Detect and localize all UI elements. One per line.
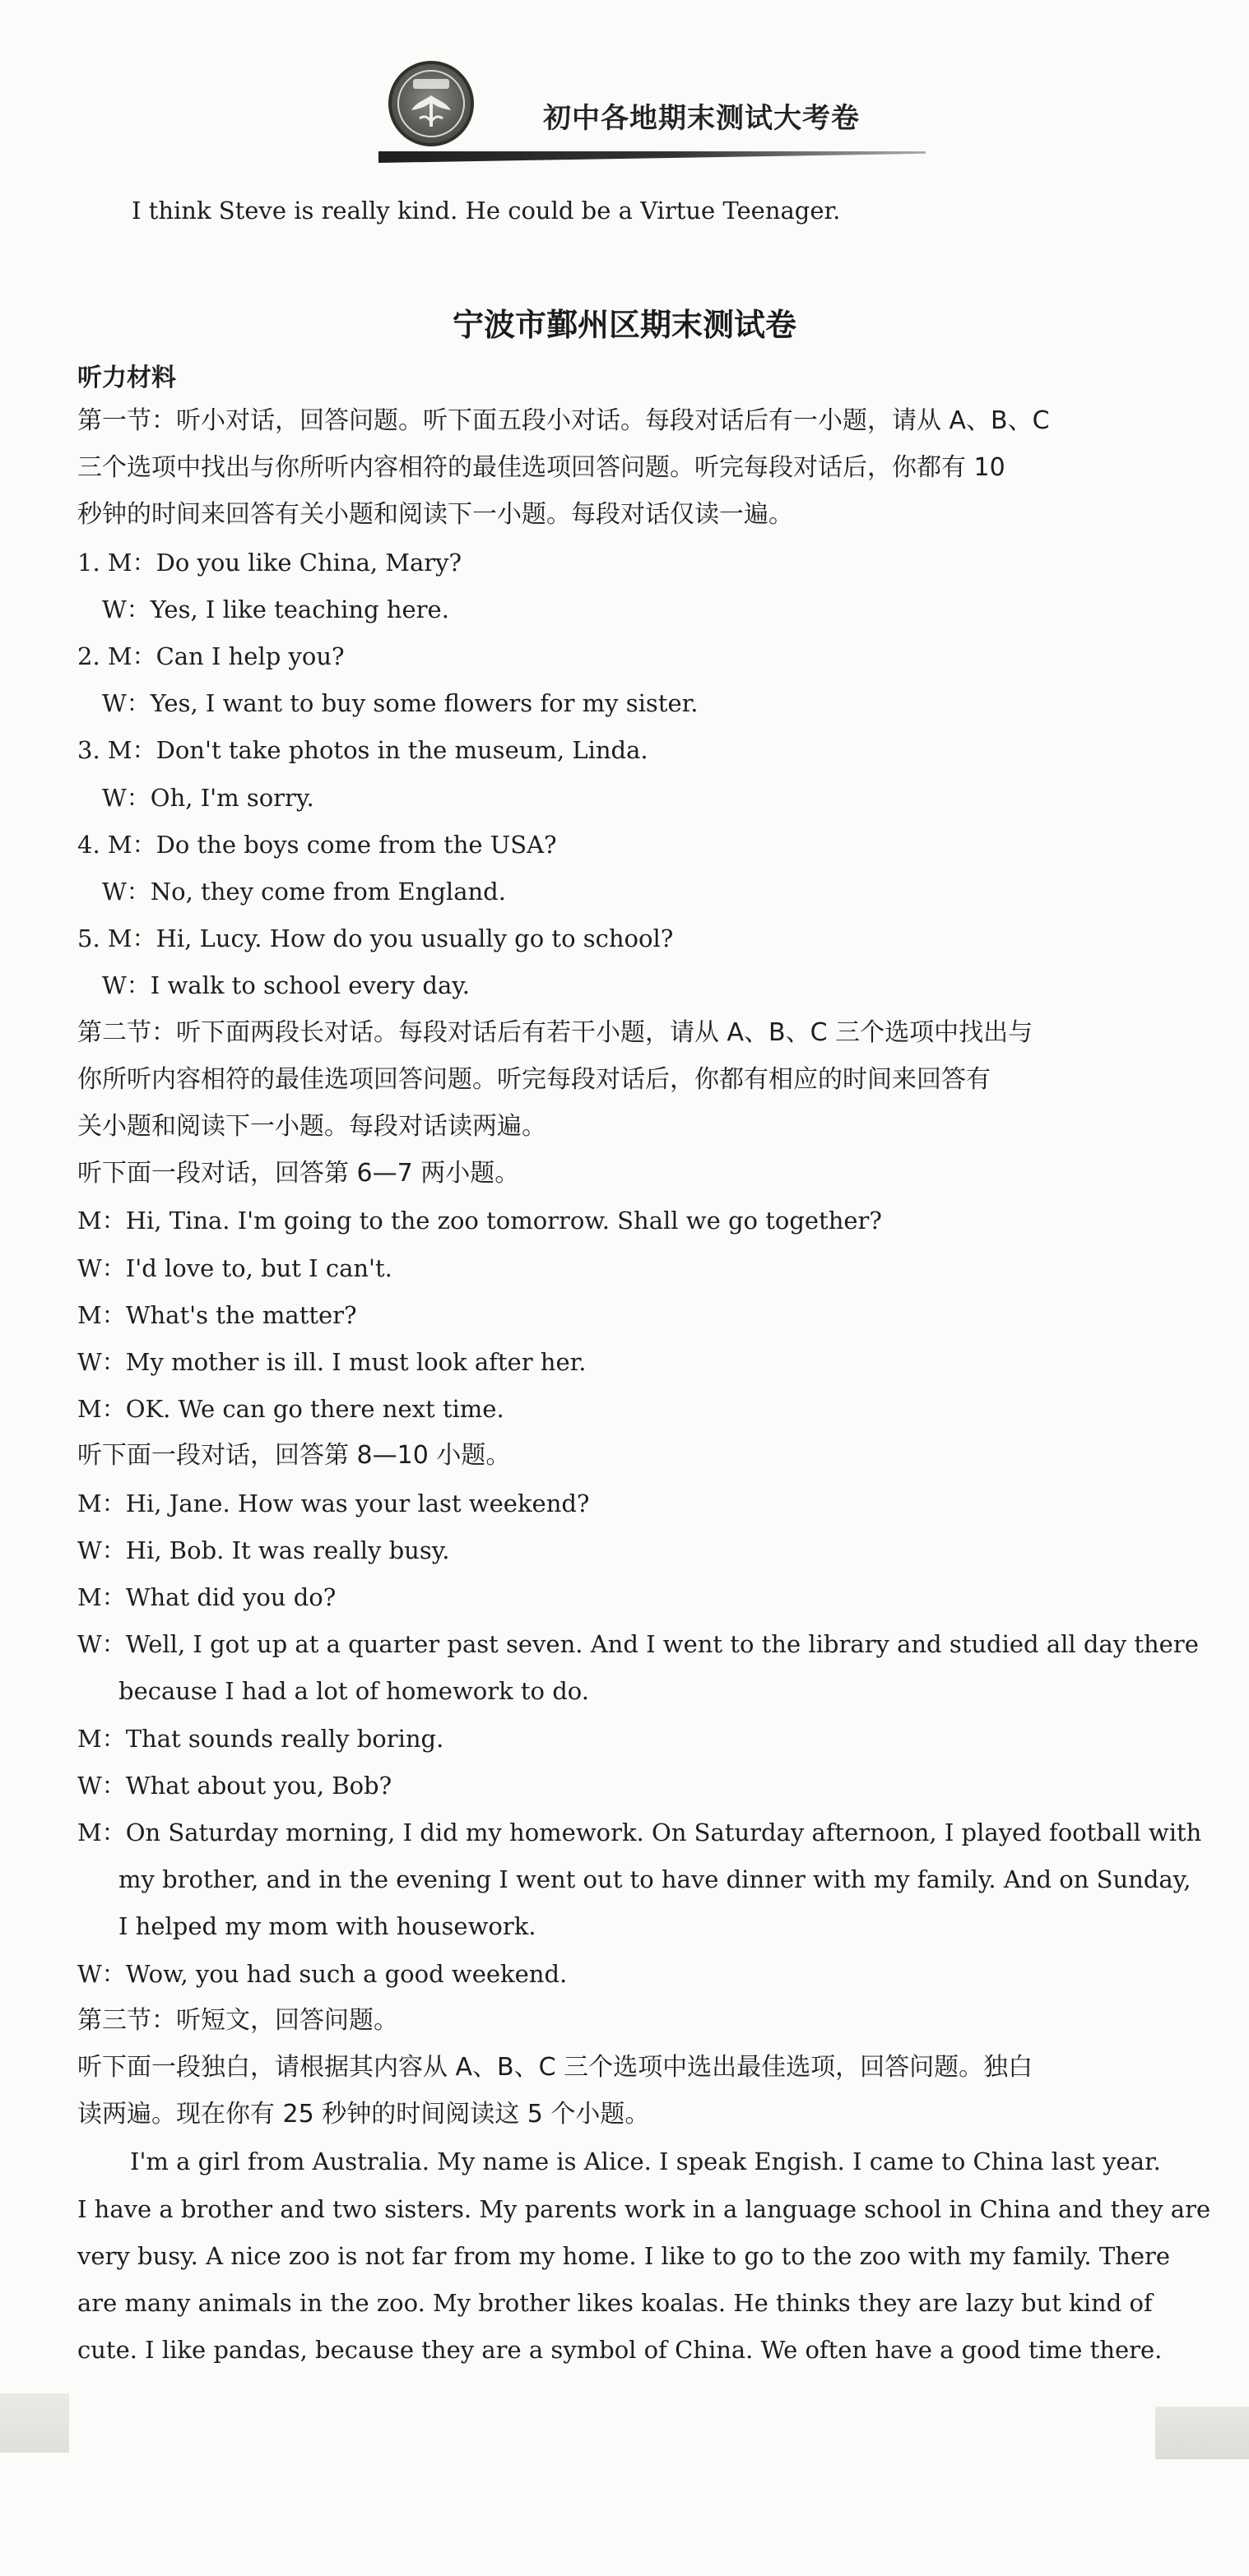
- transcript-line: M：Hi, Tina. I'm going to the zoo tomorrow. Shall we go together?: [77, 1207, 882, 1235]
- transcript-line: M：That sounds really boring.: [77, 1725, 444, 1753]
- transcript-line: M：What's the matter?: [77, 1301, 357, 1329]
- transcript-line: W：My mother is ill. I must look after her.: [77, 1348, 587, 1376]
- transcript-line: M：Hi, Jane. How was your last weekend?: [77, 1490, 590, 1517]
- transcript-line: because I had a lot of homework to do.: [118, 1677, 589, 1705]
- transcript-line: cute. I like pandas, because they are a symbol of China. We often have a good time there.: [77, 2336, 1163, 2364]
- transcript-line: M：What did you do?: [77, 1583, 337, 1611]
- transcript-line: very busy. A nice zoo is not far from my home. I like to go to the zoo with my family. There: [77, 2242, 1171, 2270]
- series-title: 初中各地期末测试大考卷: [543, 102, 860, 135]
- header-divider: [378, 151, 926, 163]
- page-corner-shadow: [0, 2393, 69, 2453]
- transcript-line: 听下面一段对话，回答第 6—7 两小题。: [77, 1159, 520, 1188]
- transcript-line: 第三节：听短文，回答问题。: [77, 2006, 398, 2035]
- transcript-line: 第一节：听小对话，回答问题。听下面五段小对话。每段对话后有一小题，请从 A、B、C: [77, 406, 1050, 435]
- transcript-line: W：I'd love to, but I can't.: [77, 1254, 392, 1282]
- transcript-line: 1. M：Do you like China, Mary?: [77, 549, 462, 577]
- transcript-line: M：On Saturday morning, I did my homework. On Saturday afternoon, I played football with: [77, 1818, 1202, 1846]
- transcript-line: 你所听内容相符的最佳选项回答问题。听完每段对话后，你都有相应的时间来回答有: [77, 1065, 991, 1094]
- transcript-line: W：No, they come from England.: [102, 878, 506, 906]
- transcript-line: I helped my mom with housework.: [118, 1912, 536, 1940]
- transcript-line: 三个选项中找出与你所听内容相符的最佳选项回答问题。听完每段对话后，你都有 10: [77, 453, 1005, 482]
- transcript-line: 听下面一段独白，请根据其内容从 A、B、C 三个选项中选出最佳选项，回答问题。独白: [77, 2053, 1033, 2082]
- transcript-line: W：Yes, I want to buy some flowers for my sister.: [102, 689, 699, 717]
- transcript-line: W：I walk to school every day.: [102, 971, 470, 999]
- transcript-line: 秒钟的时间来回答有关小题和阅读下一小题。每段对话仅读一遍。: [77, 500, 793, 529]
- intro-line: I think Steve is really kind. He could be a Virtue Teenager.: [132, 197, 841, 225]
- transcript-line: 5. M：Hi, Lucy. How do you usually go to school?: [77, 924, 674, 952]
- transcript-line: W：Well, I got up at a quarter past seven. And I went to the library and studied all day there: [77, 1630, 1199, 1658]
- transcript-line: I have a brother and two sisters. My parents work in a language school in China and they are: [77, 2195, 1211, 2223]
- transcript-line: W：Hi, Bob. It was really busy.: [77, 1536, 450, 1564]
- transcript-line: 4. M：Do the boys come from the USA?: [77, 831, 557, 859]
- transcript-line: W：What about you, Bob?: [77, 1772, 392, 1800]
- transcript-line: W：Oh, I'm sorry.: [102, 784, 314, 812]
- transcript-line: are many animals in the zoo. My brother likes koalas. He thinks they are lazy but kind of: [77, 2289, 1153, 2317]
- transcript-line: 读两遍。现在你有 25 秒钟的时间阅读这 5 个小题。: [77, 2100, 650, 2129]
- transcript-line: W：Yes, I like teaching here.: [102, 595, 449, 623]
- transcript-line: 听下面一段对话，回答第 8—10 小题。: [77, 1441, 511, 1470]
- transcript-line: 3. M：Don't take photos in the museum, Linda.: [77, 736, 648, 764]
- page-header: [378, 56, 922, 163]
- transcript-line: my brother, and in the evening I went out to have dinner with my family. And on Sunday,: [118, 1865, 1191, 1893]
- transcript-line: 第二节：听下面两段长对话。每段对话后有若干小题，请从 A、B、C 三个选项中找出与: [77, 1018, 1033, 1047]
- exam-title: 宁波市鄞州区期末测试卷: [452, 307, 796, 343]
- transcript-line: 2. M：Can I help you?: [77, 642, 345, 670]
- transcript-line: 关小题和阅读下一小题。每段对话读两遍。: [77, 1112, 546, 1141]
- transcript-line: I'm a girl from Australia. My name is Alice. I speak Engish. I came to China last year.: [130, 2147, 1161, 2175]
- transcript-line: M：OK. We can go there next time.: [77, 1395, 504, 1423]
- section-heading: 听力材料: [77, 364, 176, 392]
- transcript-line: W：Wow, you had such a good weekend.: [77, 1960, 568, 1988]
- book-logo-icon: [388, 61, 474, 146]
- page-corner-shadow: [1155, 2407, 1249, 2459]
